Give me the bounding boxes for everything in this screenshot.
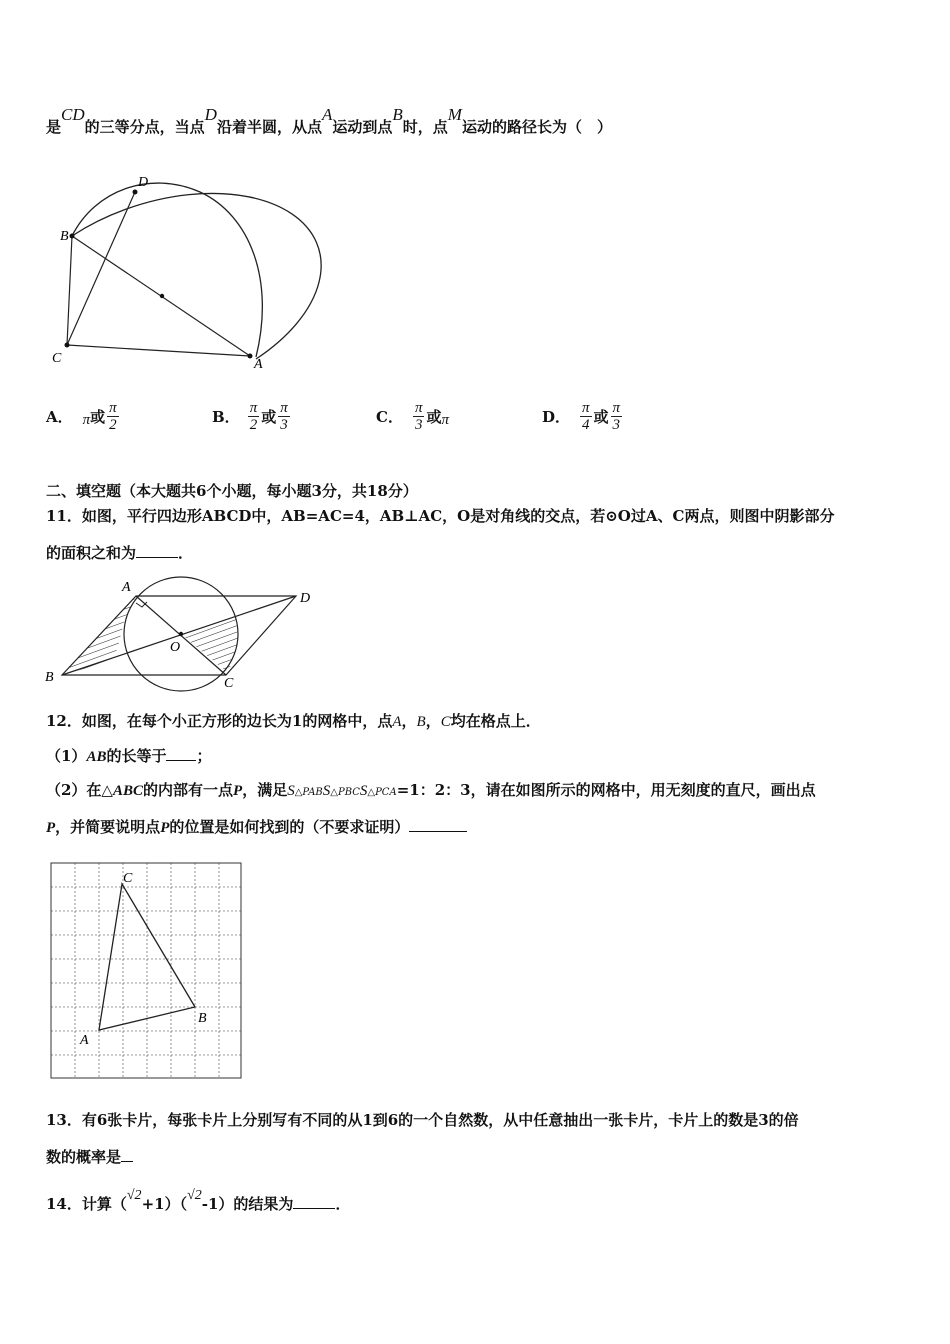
q14-answer-blank[interactable] bbox=[293, 1194, 335, 1209]
option-c[interactable] bbox=[376, 400, 449, 433]
semicircle-arc bbox=[72, 193, 321, 359]
q14-line bbox=[46, 1188, 351, 1214]
point-c bbox=[65, 343, 70, 348]
q12-var-b: B bbox=[416, 714, 426, 730]
point-d bbox=[133, 190, 138, 195]
section-2-heading: 二、填空题（本大题共6个小题，每小题3分，共18分） bbox=[46, 482, 418, 500]
q12-var-a: A bbox=[392, 714, 402, 730]
q13-answer-blank[interactable] bbox=[121, 1147, 133, 1162]
point-center bbox=[160, 294, 164, 298]
q12-text: 的长等于 bbox=[106, 747, 167, 765]
label-a: A bbox=[122, 580, 131, 595]
q12-text: =1：2：3，请在如图所示的网格中，用无刻度的直尺，画出点 bbox=[396, 781, 816, 799]
q12-var-abc: ABC bbox=[112, 783, 143, 799]
q11-text: 的面积之和为 bbox=[46, 544, 137, 562]
q13-text: 数的概率是 bbox=[46, 1148, 122, 1166]
option-d[interactable] bbox=[542, 400, 624, 433]
q14-text: 14．计算（ bbox=[46, 1195, 127, 1213]
option-d-frac1 bbox=[580, 400, 592, 433]
frac-den: 4 bbox=[582, 417, 590, 433]
q12-text: 的内部有一点 bbox=[143, 781, 234, 799]
segment-bc bbox=[67, 236, 72, 345]
q12-text: ； bbox=[196, 747, 212, 765]
frac-den: 2 bbox=[249, 417, 258, 433]
q12-var-p: P bbox=[46, 820, 56, 836]
segment-ca bbox=[67, 345, 250, 356]
frac-den: 2 bbox=[109, 417, 117, 433]
option-d-frac2 bbox=[611, 400, 623, 433]
option-b-label: B． bbox=[212, 408, 240, 426]
option-a-or: 或 bbox=[90, 408, 106, 426]
option-d-label: D． bbox=[542, 408, 571, 426]
frac-num: π bbox=[249, 400, 258, 416]
label-c: C bbox=[123, 871, 133, 886]
label-b: B bbox=[60, 229, 69, 244]
q12-text: ，并简要说明点 bbox=[55, 818, 161, 836]
frac-num: π bbox=[582, 400, 590, 416]
frac-den: 3 bbox=[280, 417, 288, 433]
q11-answer-blank[interactable] bbox=[136, 543, 178, 558]
frac-den: 3 bbox=[414, 417, 423, 433]
q10-var-m: M bbox=[447, 105, 462, 124]
label-d: D bbox=[300, 591, 311, 606]
option-c-frac bbox=[413, 400, 425, 433]
q10-text-line bbox=[46, 105, 612, 137]
q11-end: ． bbox=[178, 544, 194, 562]
q12-text: （2）在△ bbox=[46, 781, 113, 799]
q12-text: （1） bbox=[46, 747, 87, 765]
q10-text: 的三等分点，当点 bbox=[84, 118, 205, 136]
q10-text: 时，点 bbox=[402, 118, 448, 136]
q10-figure bbox=[50, 170, 290, 380]
option-c-label: C． bbox=[376, 408, 403, 426]
option-d-or: 或 bbox=[593, 408, 609, 426]
label-c: C bbox=[52, 351, 62, 366]
segment-cd bbox=[67, 192, 135, 345]
q10-text: 运动的路径长为（ ） bbox=[461, 118, 612, 136]
label-o: O bbox=[170, 640, 181, 655]
option-a-label: A． bbox=[46, 408, 73, 426]
q11-line2 bbox=[46, 542, 193, 563]
option-b-or: 或 bbox=[261, 408, 277, 426]
label-c: C bbox=[224, 676, 234, 691]
q13-line1: 13．有6张卡片，每张卡片上分别写有不同的从1到6的一个自然数，从中任意抽出一张卡片，卡片上的数是3的倍 bbox=[46, 1111, 799, 1129]
q12-s1: S bbox=[287, 783, 295, 799]
option-b[interactable] bbox=[212, 400, 292, 433]
option-b-frac1 bbox=[248, 400, 260, 433]
q14-sqrt2: √2 bbox=[187, 1188, 202, 1203]
q12-sep: ， bbox=[401, 712, 417, 730]
q13-line2 bbox=[46, 1146, 133, 1167]
label-b: B bbox=[45, 670, 54, 685]
q10-var-a: A bbox=[321, 105, 333, 124]
option-c-pi: π bbox=[441, 412, 449, 428]
q10-text: 是 bbox=[46, 118, 62, 136]
q12-part1 bbox=[46, 745, 211, 766]
q12-var-ab: AB bbox=[86, 749, 107, 765]
frac-num: π bbox=[109, 400, 117, 416]
option-c-or: 或 bbox=[426, 408, 442, 426]
q12-grid-figure bbox=[50, 860, 242, 1078]
q12-text: 12．如图，在每个小正方形的边长为1的网格中，点 bbox=[46, 712, 393, 730]
q14-text: +1）（ bbox=[141, 1195, 188, 1213]
point-o bbox=[179, 632, 183, 636]
q12-var-c: C bbox=[440, 714, 451, 730]
q12-line1 bbox=[46, 710, 541, 731]
q12-part1-blank[interactable] bbox=[166, 746, 196, 761]
q12-var-p: P bbox=[233, 783, 243, 799]
q12-text: 均在格点上． bbox=[450, 712, 541, 730]
label-b: B bbox=[198, 1011, 207, 1026]
q10-text: 运动到点 bbox=[332, 118, 393, 136]
q12-text: ，满足 bbox=[242, 781, 288, 799]
q10-text: 沿着半圆，从点 bbox=[216, 118, 322, 136]
q11-figure bbox=[42, 575, 322, 695]
frac-num: π bbox=[280, 400, 288, 416]
q10-var-cd: CD bbox=[61, 105, 85, 124]
q12-part2-blank[interactable] bbox=[409, 817, 467, 832]
option-a[interactable] bbox=[46, 400, 121, 433]
q12-s3: S bbox=[359, 783, 368, 799]
option-b-frac2 bbox=[278, 400, 290, 433]
frac-den: 3 bbox=[612, 417, 621, 433]
frac-num: π bbox=[414, 400, 423, 416]
point-a bbox=[248, 354, 253, 359]
q14-end: ． bbox=[335, 1195, 351, 1213]
q12-text: 的位置是如何找到的（不要求证明） bbox=[169, 818, 410, 836]
q12-s2: S bbox=[322, 783, 331, 799]
point-b bbox=[70, 234, 75, 239]
q12-sub2: △PBC bbox=[330, 787, 360, 798]
option-a-frac bbox=[107, 400, 119, 433]
q12-line3 bbox=[46, 816, 467, 837]
label-a: A bbox=[80, 1033, 89, 1048]
q10-var-d: D bbox=[204, 105, 217, 124]
option-a-pi: π bbox=[82, 412, 91, 428]
q14-sqrt1: √2 bbox=[126, 1188, 142, 1203]
q12-sep: ， bbox=[425, 712, 441, 730]
label-d: D bbox=[138, 175, 149, 190]
q12-sub3: △PCA bbox=[367, 787, 397, 798]
q11-line1: 11．如图，平行四边形ABCD中，AB=AC=4，AB⊥AC，O是对角线的交点，若⊙O过A、C两点，则图中阴影部分 bbox=[46, 507, 835, 525]
q12-part2 bbox=[46, 779, 816, 800]
frac-num: π bbox=[612, 400, 621, 416]
q12-sub1: △PAB bbox=[294, 787, 323, 798]
q12-var-p: P bbox=[160, 820, 170, 836]
label-a: A bbox=[254, 357, 263, 372]
q14-text: -1）的结果为 bbox=[201, 1195, 294, 1213]
q10-var-b: B bbox=[392, 105, 403, 124]
